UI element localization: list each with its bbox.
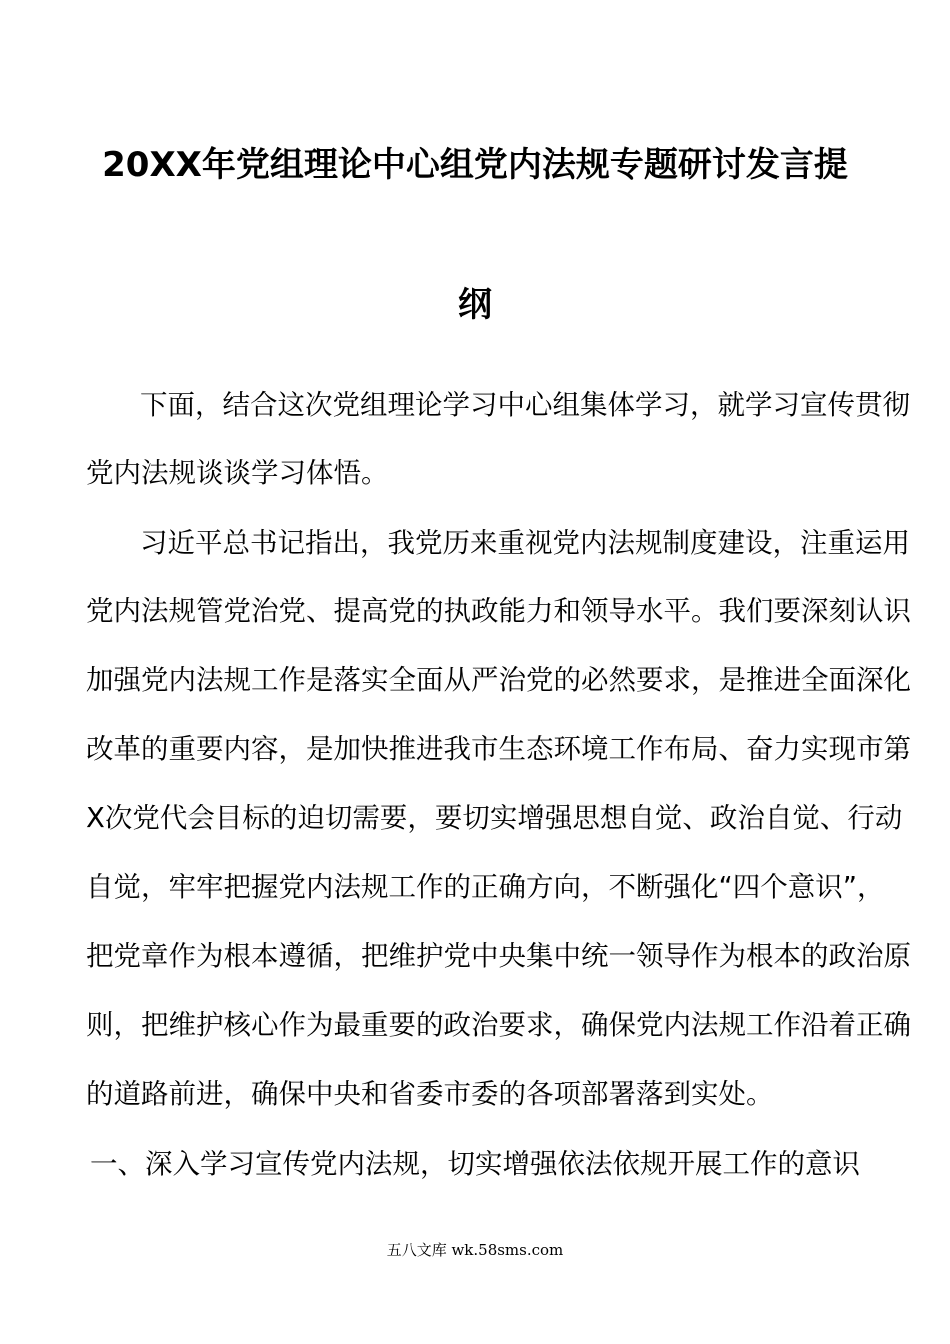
page-footer: 五八文库 wk.58sms.com — [386, 1241, 564, 1259]
paragraph1-line-2: 党内法规谈谈学习体悟。 — [86, 457, 389, 489]
document-title-line-1: 20XX年党组理论中心组党内法规专题研讨发言提 — [102, 145, 848, 185]
paragraph2-line-5: X次党代会目标的迫切需要，要切实增强思想自觉、政治自觉、行动 — [86, 802, 903, 834]
document-title-line-2: 纲 — [458, 285, 492, 325]
paragraph2-line-8: 则，把维护核心作为最重要的政治要求，确保党内法规工作沿着正确 — [86, 1009, 911, 1041]
paragraph2-line-6: 自觉，牢牢把握党内法规工作的正确方向，不断强化“四个意识”， — [86, 871, 885, 903]
paragraph2-line-9: 的道路前进，确保中央和省委市委的各项部署落到实处。 — [86, 1078, 774, 1110]
paragraph2-line-3: 加强党内法规工作是落实全面从严治党的必然要求，是推进全面深化 — [86, 664, 911, 696]
paragraph2-line-2: 党内法规管党治党、提高党的执政能力和领导水平。我们要深刻认识 — [86, 595, 911, 627]
section-heading: 一、深入学习宣传党内法规，切实增强依法依规开展工作的意识 — [90, 1148, 860, 1180]
paragraph2-line-4: 改革的重要内容，是加快推进我市生态环境工作布局、奋力实现市第 — [86, 733, 911, 765]
paragraph1-line-1: 下面，结合这次党组理论学习中心组集体学习，就学习宣传贯彻 — [140, 389, 910, 421]
paragraph2-line-1: 习近平总书记指出，我党历来重视党内法规制度建设，注重运用 — [140, 527, 910, 559]
paragraph2-line-7: 把党章作为根本遵循，把维护党中央集中统一领导作为根本的政治原 — [86, 940, 911, 972]
